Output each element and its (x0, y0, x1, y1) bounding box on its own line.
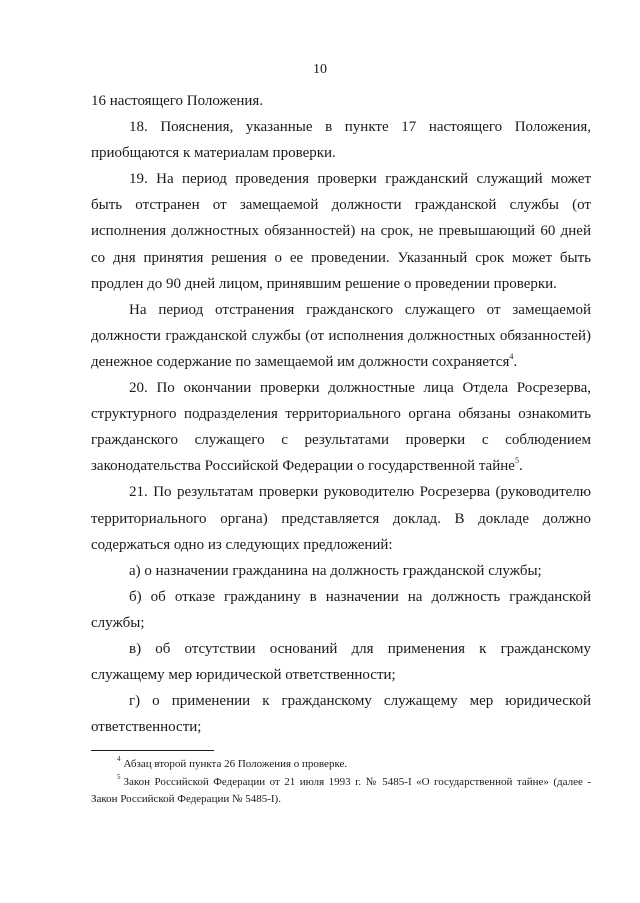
footnotes (91, 756, 591, 809)
list-item-b (91, 584, 591, 636)
footnote-separator (91, 750, 214, 751)
paragraph-suspension-salary (91, 297, 591, 375)
paragraph-text: 21. По результатам проверки руководителю Росрезерва (руководителю территориального органа) представляется доклад. В докладе должно содержаться одно из следующих предложений: (91, 484, 591, 553)
paragraph-text: г) о применении к гражданскому служащему мер юридической ответственности; (91, 693, 591, 736)
paragraph-text: а) о назначении гражданина на должность гражданской службы; (129, 562, 542, 579)
paragraph-tail: . (518, 458, 523, 475)
paragraph-20 (91, 375, 591, 479)
list-item-a (91, 558, 591, 584)
paragraph-18 (91, 114, 591, 166)
list-item-v (91, 636, 591, 688)
footnote-text: Закон Российской Федерации от 21 июля 1993 г. № 5485-I «О государственной тайне» (далее - Закон Российской Федерации № 5485-I). (91, 775, 591, 805)
footnote-5 (91, 774, 591, 809)
footnote-ref-4: 4 (509, 351, 514, 361)
paragraph-19 (91, 166, 591, 296)
paragraph-21 (91, 479, 591, 557)
paragraph-text: 16 настоящего Положения. (91, 93, 264, 109)
footnote-mark: 5 (117, 772, 121, 781)
paragraph-text: 19. На период проведения проверки гражданский служащий может быть отстранен от замещаемой должности гражданской службы (от исполнения должностных обязанностей) на срок, не превышающий 60 дней со дня принятия решения о ее проведении. Указанный срок может быть продлен до 90 дней лицом, принявшим решение о проведении проверки. (91, 171, 591, 292)
list-item-g (91, 688, 591, 740)
paragraph-tail: . (513, 353, 518, 370)
document-body (91, 88, 591, 740)
footnote-text: Абзац второй пункта 26 Положения о проверке. (123, 758, 348, 770)
paragraph-text: б) об отказе гражданину в назначении на должность гражданской службы; (91, 588, 591, 631)
footnote-ref-5: 5 (514, 456, 519, 466)
paragraph-text: 20. По окончании проверки должностные лица Отдела Росрезерва, структурного подразделения территориального органа обязаны ознакомить гражданского служащего с результатами проверки с соблюдением законодательства Российской Федерации о государственной тайне (91, 380, 591, 475)
footnote-4 (91, 756, 591, 774)
footnote-mark: 4 (117, 755, 121, 764)
paragraph-text: в) об отсутствии оснований для применения к гражданскому служащему мер юридической ответственности; (91, 640, 591, 684)
paragraph-text: 18. Пояснения, указанные в пункте 17 настоящего Положения, приобщаются к материалам проверки. (91, 119, 591, 162)
page-number: 10 (313, 62, 327, 77)
paragraph-continuation (91, 88, 591, 114)
paragraph-text: На период отстранения гражданского служащего от замещаемой должности гражданской службы (от исполнения должностных обязанностей) денежное содержание по замещаемой им должности сохраняется (91, 301, 591, 370)
